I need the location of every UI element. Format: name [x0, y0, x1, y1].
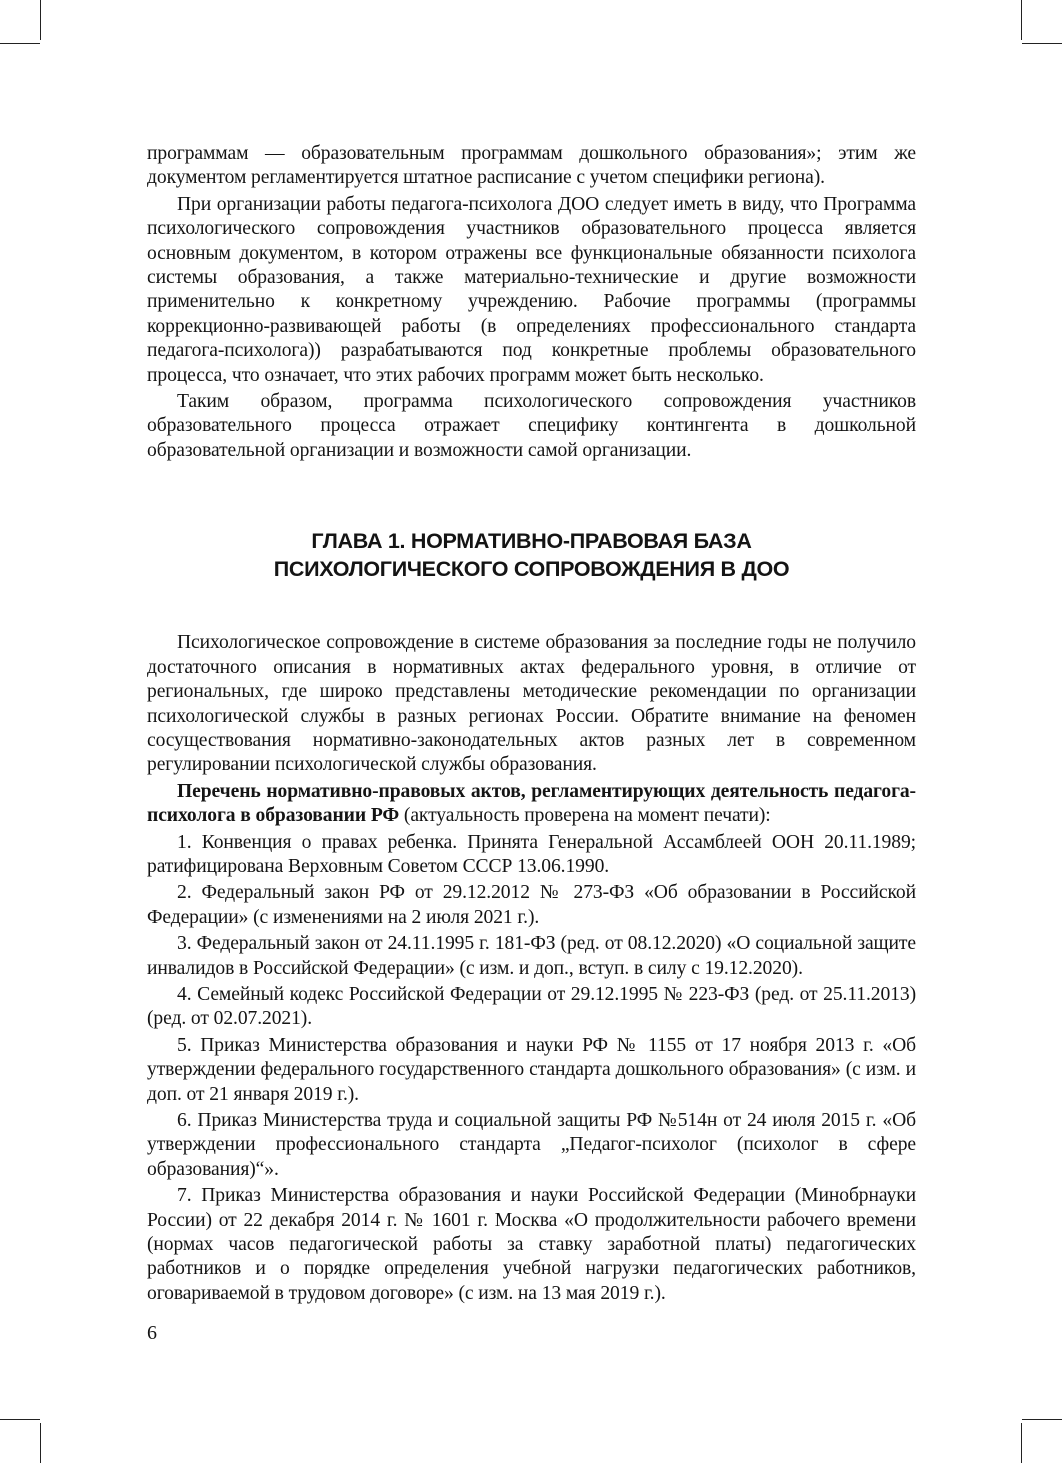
- list-heading: [147, 780, 916, 829]
- chapter-title-line-1: ГЛАВА 1. НОРМАТИВНО-ПРАВОВАЯ БАЗА: [311, 529, 752, 554]
- page-number: 6: [147, 1322, 157, 1344]
- list-item: 6. Приказ Министерства труда и социальной защиты РФ №514н от 24 июля 2015 г. «Об утверждении профессионального стандарта „Педагог-психолог (психолог в сфере образования)“».: [147, 1110, 916, 1180]
- list-heading-rest: (актуальность проверена на момент печати):: [399, 805, 771, 827]
- crop-mark-top-left-h: [0, 43, 40, 44]
- crop-mark-top-right-h: [1022, 43, 1062, 44]
- list-heading-bold: Перечень нормативно-правовых актов, регламентирующих деятельность педагога-психолога в образовании РФ: [147, 780, 916, 827]
- crop-mark-bottom-left-h: [0, 1419, 40, 1420]
- crop-mark-bottom-left: [40, 1423, 41, 1463]
- list-item: 1. Конвенция о правах ребенка. Принята Генеральной Ассамблеей ООН 20.11.1989; ратифицирована Верховным Советом СССР 13.06.1990.: [147, 831, 916, 877]
- crop-mark-bottom-right: [1021, 1423, 1022, 1463]
- chapter-title-line-2: ПСИХОЛОГИЧЕСКОГО СОПРОВОЖДЕНИЯ В ДОО: [273, 557, 790, 582]
- intro-paragraph: При организации работы педагога-психолога ДОО следует иметь в виду, что Программа психологического сопровождения участников образовательного процесса является основным документом, в котором отражены все функциональные обязанности психолога системы образования, а также материально-технические и другие возможности применительно к конкретному учреждению. Рабочие программы (программы коррекционно-развивающей работы (в определениях профессионального стандарта педагога-психолога)) разрабатываются под конкретные проблемы образовательного процесса, что означает, что этих рабочих программ может быть несколько.: [147, 193, 916, 386]
- intro-paragraph-continued: программам — образовательным программам дошкольного образования»; этим же документом регламентируется штатное расписание с учетом специфики региона).: [147, 143, 916, 189]
- intro-paragraph-conclusion: Таким образом, программа психологического сопровождения участников образовательного процесса отражает специфику контингента в дошкольной образовательной организации и возможности самой организации.: [147, 391, 916, 461]
- page-content: [147, 142, 916, 1306]
- list-item: 3. Федеральный закон от 24.11.1995 г. 181-ФЗ (ред. от 08.12.2020) «О социальной защите инвалидов в Российской Федерации» (с изм. и доп., вступ. в силу с 19.12.2020).: [147, 933, 916, 979]
- crop-mark-bottom-right-h: [1022, 1419, 1062, 1420]
- crop-mark-top-left: [40, 0, 41, 40]
- crop-mark-top-right: [1021, 0, 1022, 40]
- chapter-paragraph: Психологическое сопровождение в системе образования за последние годы не получило достаточного описания в нормативных актах федерального уровня, в отличие от региональных, где широко представлены методические рекомендации по организации психологической службы в разных регионах России. Обратите внимание на феномен сосуществования нормативно-законодательных актов разных лет в современном регулировании психологической службы образования.: [147, 632, 916, 776]
- list-item: 2. Федеральный закон РФ от 29.12.2012 № 273-ФЗ «Об образовании в Российской Федерации» (с изменениями на 2 июля 2021 г.).: [147, 882, 916, 928]
- list-item: 7. Приказ Министерства образования и науки Российской Федерации (Минобрнауки России) от 22 декабря 2014 г. № 1601 г. Москва «О продолжительности рабочего времени (нормах часов педагогической работы за ставку заработной платы) педагогических работников и о порядке определения учебной нагрузки педагогических работников, оговариваемой в трудовом договоре» (с изм. на 13 мая 2019 г.).: [147, 1185, 916, 1304]
- list-item: 4. Семейный кодекс Российской Федерации от 29.12.1995 № 223-ФЗ (ред. от 25.11.2013) (ред. от 02.07.2021).: [147, 983, 916, 1030]
- chapter-title: [147, 527, 916, 583]
- list-item: 5. Приказ Министерства образования и науки РФ № 1155 от 17 ноября 2013 г. «Об утверждении федерального государственного стандарта дошкольного образования» (с изм. и доп. от 21 января 2019 г.).: [147, 1034, 916, 1105]
